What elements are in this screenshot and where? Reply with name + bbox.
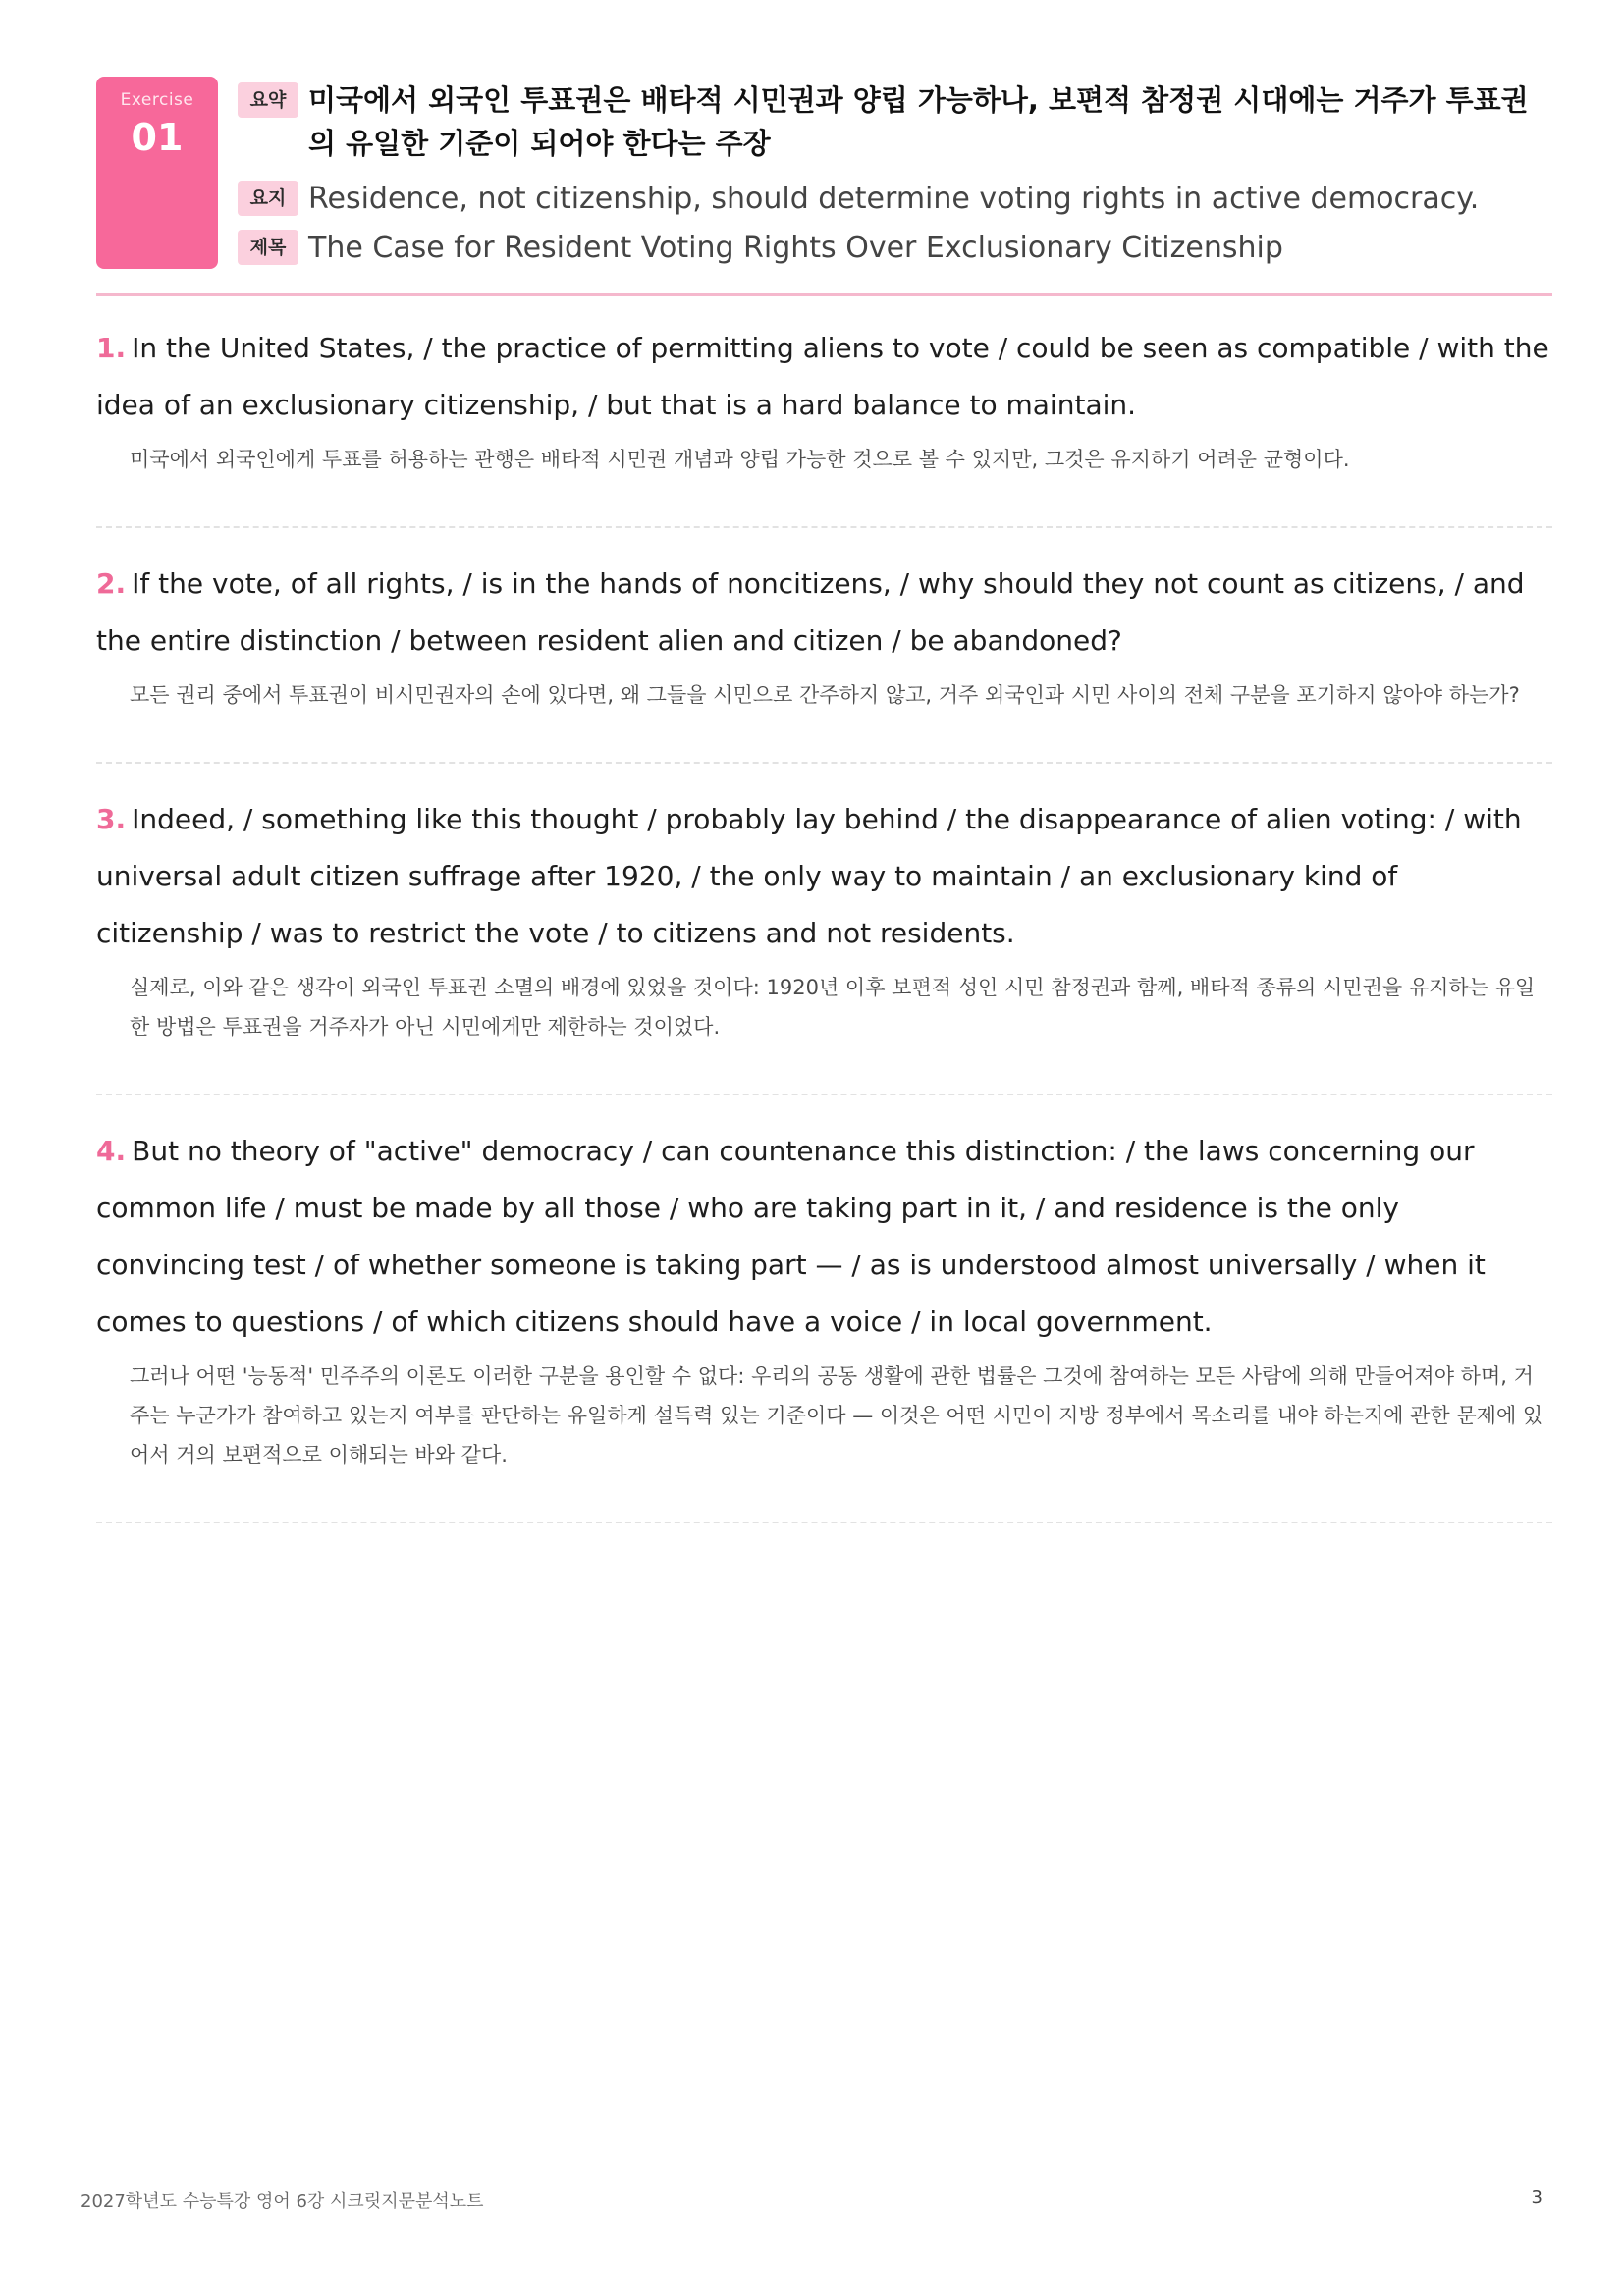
- sentence-korean: 실제로, 이와 같은 생각이 외국인 투표권 소멸의 배경에 있었을 것이다: 1920년 이후 보편적 성인 시민 참정권과 함께, 배타적 종류의 시민권을 유지하는 유일한 방법은 투표권을 거주자가 아닌 시민에게만 제한하는 것이었다.: [130, 976, 1536, 1039]
- sentence-korean: 미국에서 외국인에게 투표를 허용하는 관행은 배타적 시민권 개념과 양립 가능한 것으로 볼 수 있지만, 그것은 유지하기 어려운 균형이다.: [130, 448, 1350, 471]
- sentence-english-text: Indeed, / something like this thought / probably lay behind / the disappearance of alien voting: / with universal adult citizen suffrage after 1920, / the only way to maintain / an exclusionary kind of citizenship / was to restrict the vote / to citizens and not residents.: [96, 803, 1522, 949]
- title-text: The Case for Resident Voting Rights Over Exclusionary Citizenship: [308, 231, 1283, 265]
- sentence-number: 3.: [96, 803, 127, 835]
- sentence-item: [96, 1095, 1552, 1523]
- sentence-english-text: But no theory of "active" democracy / can countenance this distinction: / the laws concerning our common life / must be made by all those / who are taking part in it, / and residence is the only convincing test / of whether someone is taking part — / as is understood almost universally / when it comes to questions / of which citizens should have a voice / in local government.: [96, 1135, 1486, 1338]
- summary-tag: 요약: [238, 82, 298, 118]
- sentence-english: [96, 320, 1552, 434]
- exercise-badge: [96, 77, 218, 269]
- sentence-english-text: If the vote, of all rights, / is in the hands of noncitizens, / why should they not count as citizens, / and the entire distinction / between resident alien and citizen / be abandoned?: [96, 567, 1525, 657]
- sentence-number: 4.: [96, 1135, 127, 1167]
- sentence-english-text: In the United States, / the practice of permitting aliens to vote / could be seen as compatible / with the idea of an exclusionary citizenship, / but that is a hard balance to maintain.: [96, 332, 1549, 421]
- summary-text: 미국에서 외국인 투표권은 배타적 시민권과 양립 가능하나, 보편적 참정권 시대에는 거주가 투표권의 유일한 기준이 되어야 한다는 주장: [308, 83, 1529, 160]
- sentence-korean: 모든 권리 중에서 투표권이 비시민권자의 손에 있다면, 왜 그들을 시민으로 간주하지 않고, 거주 외국인과 시민 사이의 전체 구분을 포기하지 않아야 하는가?: [130, 683, 1520, 707]
- sentence-item: [96, 528, 1552, 764]
- exercise-number: 01: [131, 116, 184, 159]
- sentence-number: 2.: [96, 567, 127, 600]
- exercise-label: Exercise: [120, 90, 194, 110]
- sentence-english: [96, 1123, 1552, 1351]
- sentence-item: [96, 293, 1552, 528]
- sentence-list: [96, 293, 1552, 1523]
- sentence-number: 1.: [96, 332, 127, 364]
- gist-tag: 요지: [238, 181, 298, 216]
- exercise-header: [96, 77, 1552, 296]
- sentence-item: [96, 764, 1552, 1095]
- sentence-english: [96, 791, 1552, 962]
- sentence-english: [96, 556, 1552, 669]
- title-tag: 제목: [238, 230, 298, 265]
- footer-source: 2027학년도 수능특강 영어 6강 시크릿지문분석노트: [81, 2191, 484, 2212]
- sentence-korean: 그러나 어떤 '능동적' 민주주의 이론도 이러한 구분을 용인할 수 없다: 우리의 공동 생활에 관한 법률은 그것에 참여하는 모든 사람에 의해 만들어져야 하며, 거주는 누군가가 참여하고 있는지 여부를 판단하는 유일하게 설득력 있는 기준이다 — 이것은 어떤 시민이 지방 정부에서 목소리를 내야 하는지에 관한 문제에 있어서 거의 보편적으로 이해되는 바와 같다.: [130, 1364, 1543, 1467]
- gist-text: Residence, not citizenship, should determine voting rights in active democracy.: [308, 182, 1480, 216]
- page-number: 3: [1531, 2187, 1542, 2208]
